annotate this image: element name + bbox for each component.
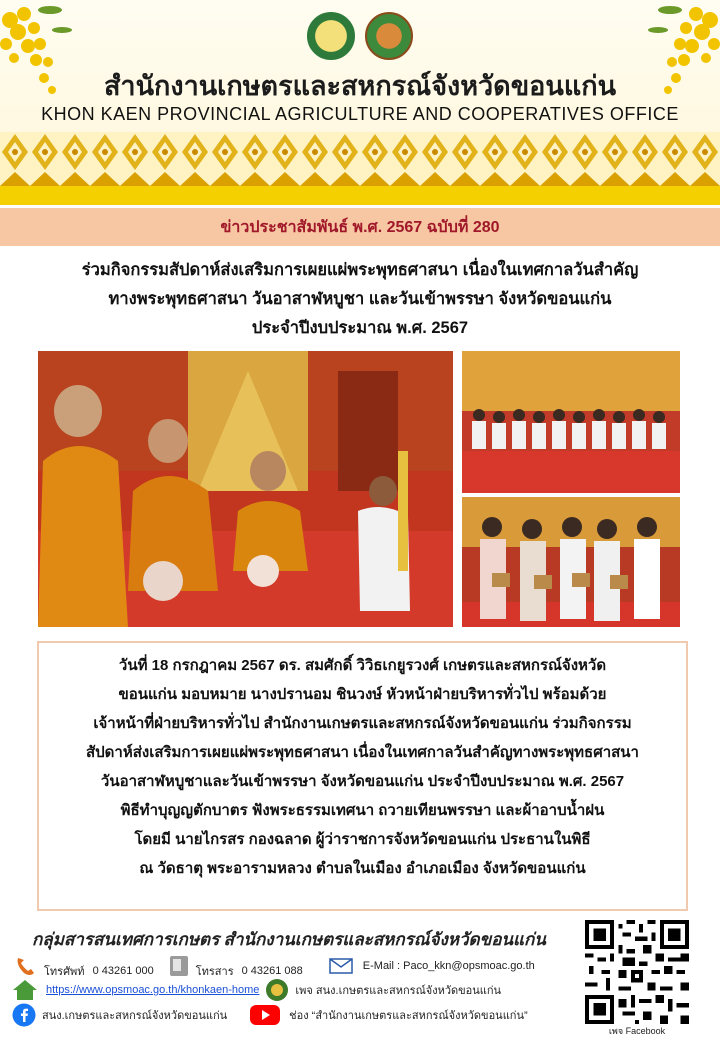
- body-line: โดยมี นายไกรสร กองฉลาด ผู้ว่าราชการจังหวัดขอนแก่น ประธานในพิธี: [134, 831, 591, 848]
- social-row: [12, 1003, 528, 1027]
- facebook-label[interactable]: สนง.เกษตรและสหกรณ์จังหวัดขอนแก่น: [42, 1010, 228, 1022]
- province-logo: [365, 12, 413, 60]
- fax-number: 0 43261 088: [241, 965, 303, 977]
- body-line: วันที่ 18 กรกฎาคม 2567 ดร. สมศักดิ์ วิวิธเกยูรวงศ์ เกษตรและสหกรณ์จังหวัด: [118, 657, 607, 674]
- org-title-english: KHON KAEN PROVINCIAL AGRICULTURE AND COOPERATIVES OFFICE: [41, 104, 679, 124]
- headline-line-3: ประจำปีงบประมาณ พ.ศ. 2567: [251, 319, 469, 337]
- org-title-thai: สำนักงานเกษตรและสหกรณ์จังหวัดขอนแก่น: [103, 71, 617, 101]
- phone-number: 0 43261 000: [92, 965, 154, 977]
- home-icon: [12, 979, 38, 1001]
- photo-officers-group: [462, 497, 680, 627]
- website-link[interactable]: https://www.opsmoac.go.th/khonkaen-home: [46, 984, 260, 996]
- photo-monks-ceremony: [38, 351, 453, 627]
- page-logo-icon: [265, 978, 289, 1002]
- qr-code[interactable]: [585, 920, 689, 1024]
- email-address[interactable]: E-Mail : Paco_kkn@opsmoac.go.th: [362, 960, 535, 972]
- body-line: เจ้าหน้าที่ฝ่ายบริหารทั่วไป สำนักงานเกษตรและสหกรณ์จังหวัดขอนแก่น ร่วมกิจกรรม: [93, 715, 632, 732]
- news-issue-label: ข่าวประชาสัมพันธ์ พ.ศ. 2567 ฉบับที่ 280: [220, 218, 500, 236]
- header-banner: [0, 0, 720, 205]
- body-line: สัปดาห์ส่งเสริมการเผยแผ่พระพุทธศาสนา เนื่องในเทศกาลวันสำคัญทางพระพุทธศาสนา: [86, 744, 639, 761]
- headline-line-2: ทางพระพุทธศาสนา วันอาสาฬหบูชา และวันเข้าพรรษา จังหวัดขอนแก่น: [108, 290, 612, 308]
- news-headline: [30, 256, 690, 343]
- body-line: ขอนแก่น มอบหมาย นางปรานอม ชินวงษ์ หัวหน้าฝ่ายบริหารทั่วไป พร้อมด้วย: [118, 686, 607, 703]
- body-line: ณ วัดธาตุ พระอารามหลวง ตำบลในเมือง อำเภอเมือง จังหวัดขอนแก่น: [139, 860, 586, 877]
- fax-label: โทรสาร: [195, 966, 234, 978]
- body-line: วันอาสาฬหบูชาและวันเข้าพรรษา จังหวัดขอนแก่น ประจำปีงบประมาณ พ.ศ. 2567: [100, 773, 625, 790]
- youtube-icon[interactable]: [249, 1004, 281, 1026]
- news-body-box: [37, 641, 688, 911]
- headline-line-1: ร่วมกิจกรรมสัปดาห์ส่งเสริมการเผยแผ่พระพุทธศาสนา เนื่องในเทศกาลวันสำคัญ: [81, 261, 639, 279]
- contact-row: [14, 952, 535, 980]
- news-issue-bar: [0, 208, 720, 246]
- page-label[interactable]: เพจ สนง.เกษตรและสหกรณ์จังหวัดขอนแก่น: [295, 985, 502, 997]
- ministry-logo: [307, 12, 355, 60]
- facebook-icon[interactable]: [12, 1003, 36, 1027]
- phone-label: โทรศัพท์: [44, 966, 85, 978]
- qr-label: เพจ Facebook: [608, 1026, 666, 1036]
- web-row: [12, 978, 501, 1002]
- photo-audience-seated: [462, 351, 680, 493]
- footer-group-name: กลุ่มสารสนเทศการเกษตร สำนักงานเกษตรและสหกรณ์จังหวัดขอนแก่น: [32, 930, 546, 949]
- thai-pattern-border: [0, 132, 720, 186]
- header-yellow-bar: [0, 186, 720, 205]
- fax-icon: [168, 954, 190, 978]
- youtube-label[interactable]: ช่อง “สำนักงานเกษตรและสหกรณ์จังหวัดขอนแก่น”: [289, 1010, 528, 1022]
- email-icon: [329, 957, 353, 975]
- phone-icon: [14, 955, 38, 977]
- body-line: พิธีทำบุญญตักบาตร ฟังพระธรรมเทศนา ถวายเทียนพรรษา และผ้าอาบน้ำฝน: [120, 802, 605, 819]
